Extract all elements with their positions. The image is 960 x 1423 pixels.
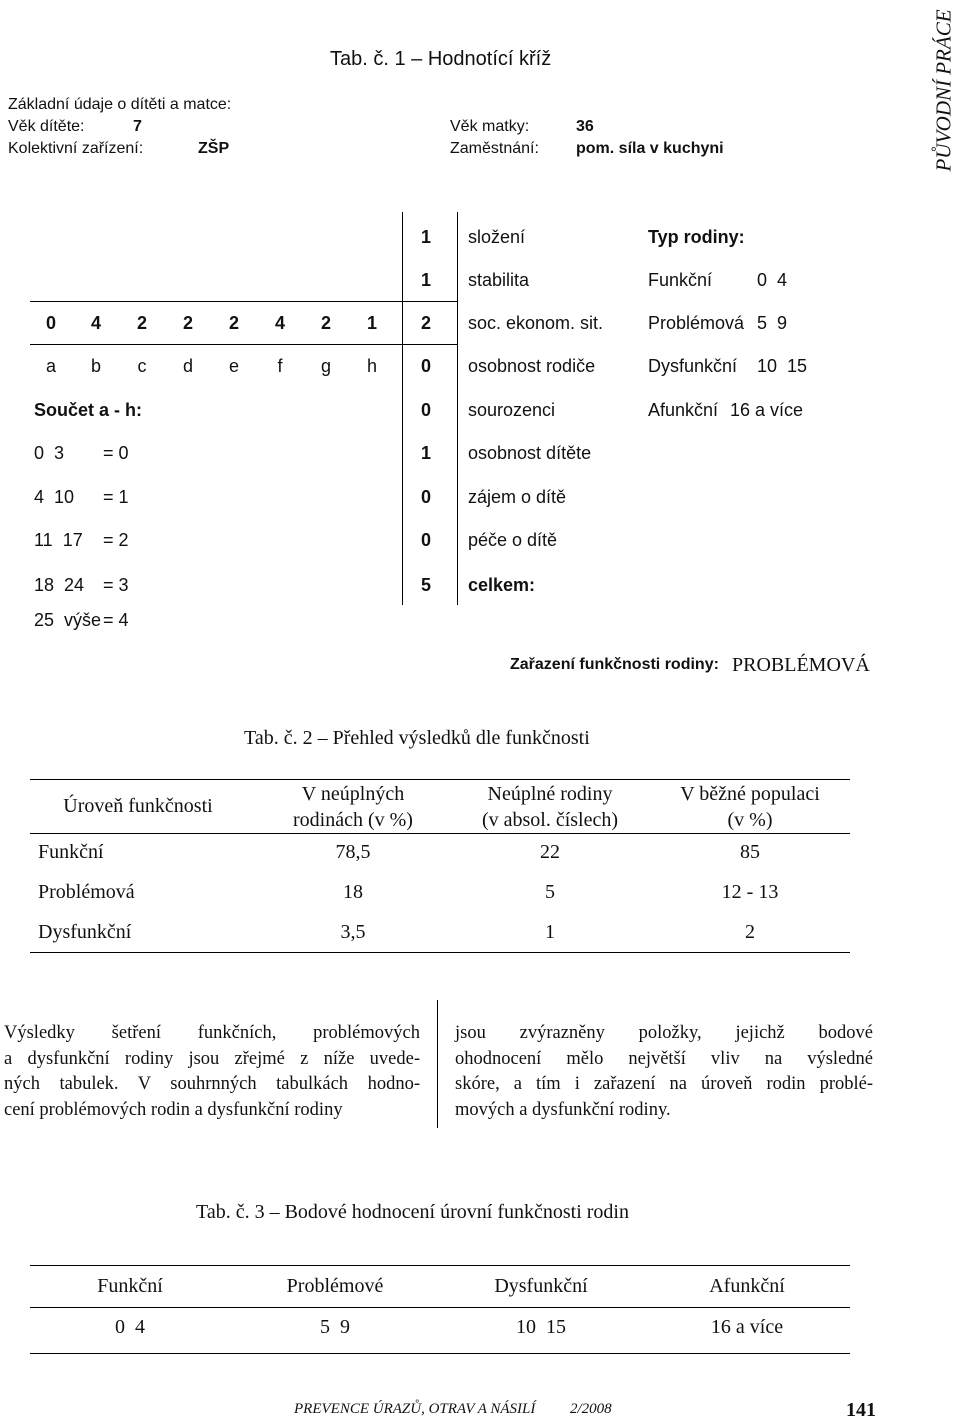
- table2-cell: 5: [545, 881, 555, 903]
- body-text-line: cení problémových rodin a dysfunkční rodiny: [4, 1099, 343, 1120]
- vertical-label: péče o dítě: [468, 530, 558, 550]
- letter-cell: f: [277, 356, 283, 376]
- body-text-line: jsou zvýrazněny položky, jejichž bodové: [455, 1023, 873, 1043]
- table2-header-cell-line2: rodinách (v %): [293, 809, 413, 831]
- table3-cell: 0 4: [115, 1316, 145, 1338]
- table2-cell: 22: [540, 841, 560, 863]
- body-text-line: skóre, a tím i zařazení na úroveň rodin problé-: [455, 1074, 873, 1094]
- facility-value: ZŠP: [198, 140, 230, 157]
- sum-points: = 4: [103, 610, 129, 630]
- vertical-value: 0: [420, 356, 431, 376]
- page-number: 141: [846, 1399, 876, 1421]
- table2-top-rule: [30, 779, 850, 780]
- sum-label: Součet a - h:: [34, 400, 143, 420]
- table2-cell: 85: [740, 841, 760, 863]
- family-type-name: Afunkční: [648, 400, 719, 420]
- table2-cell: 12 - 13: [721, 881, 779, 903]
- employment-label: Zaměstnání:: [450, 140, 539, 157]
- table3-cell: 5 9: [320, 1316, 350, 1338]
- score-cell: 2: [320, 313, 331, 333]
- section-sidebar-label: [930, 0, 958, 180]
- letter-cell: b: [90, 356, 101, 376]
- body-text-line: a dysfunkční rodiny jsou zřejmé z níže uvede-: [4, 1048, 420, 1069]
- table3-header-cell: Funkční: [97, 1275, 163, 1297]
- vertical-value: 0: [420, 487, 431, 507]
- sum-points: = 2: [103, 530, 129, 550]
- family-type-heading: Typ rodiny:: [648, 227, 745, 247]
- table2-header-cell: Úroveň funkčnosti: [63, 795, 213, 817]
- family-type-range: 0 4: [757, 270, 788, 290]
- table3-title: Tab. č. 3 – Bodové hodnocení úrovní funkčnosti rodin: [196, 1201, 629, 1223]
- cross-horizontal-bottom-line: [30, 344, 457, 345]
- facility-label: Kolektivní zařízení:: [8, 140, 144, 157]
- vertical-value: 1: [420, 270, 431, 290]
- basic-info-heading: Základní údaje o dítěti a matce:: [8, 96, 232, 113]
- table3-top-rule: [30, 1265, 850, 1266]
- sum-range: 0 3: [34, 443, 65, 463]
- cross-vertical-left-line: [402, 212, 403, 605]
- body-text-line: Výsledky šetření funkčních, problémových: [4, 1023, 420, 1043]
- score-cell: 2: [182, 313, 193, 333]
- table2-header-cell-line1: V běžné populaci: [680, 783, 820, 805]
- footer-issue: 2/2008: [570, 1401, 612, 1417]
- score-cell: 0: [45, 313, 56, 333]
- score-cell: 2: [228, 313, 239, 333]
- sum-range: 4 10: [34, 487, 75, 507]
- vertical-label: stabilita: [468, 270, 530, 290]
- family-type-name: Dysfunkční: [648, 356, 738, 376]
- letter-cell: h: [366, 356, 377, 376]
- sum-points: = 3: [103, 575, 129, 595]
- table2-row-label: Dysfunkční: [38, 921, 132, 943]
- table3-cell: 10 15: [516, 1316, 566, 1338]
- table2-row-label: Problémová: [38, 881, 135, 903]
- section-label-text: PŮVODNÍ PRÁCE: [931, 8, 956, 172]
- vertical-value: 1: [420, 227, 431, 247]
- sum-range: 18 24: [34, 575, 85, 595]
- letter-cell: g: [320, 356, 331, 376]
- column-divider: [437, 1000, 438, 1128]
- family-type-range: 5 9: [757, 313, 788, 333]
- body-text-right-column: [455, 1021, 873, 1123]
- table3-cell: 16 a více: [710, 1316, 784, 1338]
- table2-cell: 1: [545, 921, 555, 943]
- table2-header-cell-line2: (v absol. číslech): [481, 809, 619, 831]
- table2-bottom-rule: [30, 952, 850, 953]
- score-cell: 4: [90, 313, 101, 333]
- letter-cell: d: [182, 356, 193, 376]
- table2-cell: 2: [745, 921, 755, 943]
- table2-header-cell-line1: V neúplných: [301, 783, 405, 805]
- table2-header-cell-line2: (v %): [727, 809, 773, 831]
- score-cell: 1: [366, 313, 377, 333]
- child-age-value: 7: [133, 118, 142, 135]
- table2-cell: 78,5: [335, 841, 371, 863]
- table2-header-cell-line1: Neúplné rodiny: [487, 783, 613, 805]
- cross-vertical-right-line: [457, 212, 458, 605]
- mother-age-value: 36: [576, 118, 594, 135]
- sum-range: 11 17: [34, 530, 83, 550]
- family-type-name: Problémová: [648, 313, 745, 333]
- table3-header-cell: Afunkční: [709, 1275, 785, 1297]
- vertical-label-total: celkem:: [468, 575, 536, 595]
- family-type-range: 16 a více: [730, 400, 804, 420]
- footer-journal: PREVENCE ÚRAZŮ, OTRAV A NÁSILÍ: [294, 1401, 536, 1417]
- table3-header-rule: [30, 1307, 850, 1308]
- table3-header-cell: Dysfunkční: [494, 1275, 588, 1297]
- table2-header-rule: [30, 833, 850, 834]
- vertical-value: 2: [420, 313, 431, 333]
- letter-cell: c: [137, 356, 147, 376]
- score-cell: 2: [136, 313, 147, 333]
- vertical-label: osobnost dítěte: [468, 443, 592, 463]
- family-type-name: Funkční: [648, 270, 713, 290]
- vertical-label: soc. ekonom. sit.: [468, 313, 604, 333]
- sum-range: 25 výše: [34, 610, 102, 630]
- vertical-label: zájem o dítě: [468, 487, 567, 507]
- vertical-value: 1: [420, 443, 431, 463]
- employment-value: pom. síla v kuchyni: [576, 140, 724, 157]
- vertical-label: složení: [468, 227, 526, 247]
- sum-points: = 0: [103, 443, 129, 463]
- vertical-label: sourozenci: [468, 400, 556, 420]
- mother-age-label: Věk matky:: [450, 118, 530, 135]
- vertical-value: 5: [420, 575, 431, 595]
- letter-cell: e: [228, 356, 239, 376]
- table2-cell: 18: [343, 881, 363, 903]
- classification-label: Zařazení funkčnosti rodiny:: [510, 656, 719, 673]
- body-text-line: ných tabulek. V souhrnných tabulkách hodno-: [4, 1074, 420, 1094]
- vertical-label: osobnost rodiče: [468, 356, 596, 376]
- vertical-value: 0: [420, 530, 431, 550]
- table3-bottom-rule: [30, 1353, 850, 1354]
- table2-title: Tab. č. 2 – Přehled výsledků dle funkčnosti: [244, 727, 590, 749]
- body-text-left-column: [4, 1021, 420, 1123]
- letter-cell: a: [45, 356, 56, 376]
- table2-row-label: Funkční: [38, 841, 104, 863]
- table1-title: Tab. č. 1 – Hodnotící kříž: [330, 48, 552, 70]
- table2-cell: 3,5: [340, 921, 366, 943]
- classification-value: PROBLÉMOVÁ: [732, 654, 870, 676]
- sum-points: = 1: [103, 487, 129, 507]
- child-age-label: Věk dítěte:: [8, 118, 85, 135]
- body-text-line: mových a dysfunkční rodiny.: [455, 1099, 671, 1120]
- body-text-line: ohodnocení mělo největší vliv na výsledné: [455, 1048, 873, 1069]
- family-type-range: 10 15: [757, 356, 808, 376]
- table3-header-cell: Problémové: [286, 1275, 384, 1297]
- score-cell: 4: [274, 313, 285, 333]
- vertical-value: 0: [420, 400, 431, 420]
- cross-horizontal-top-line: [30, 301, 457, 302]
